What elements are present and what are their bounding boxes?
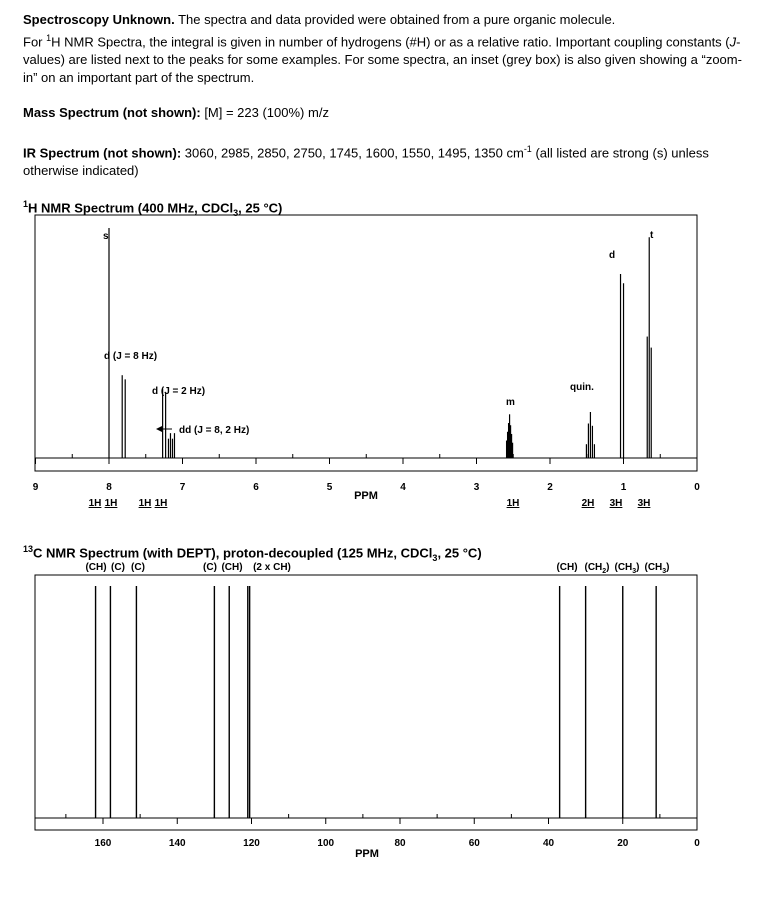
- cnmr-axis-label: PPM: [355, 848, 379, 860]
- cnmr-peaks: [96, 586, 657, 818]
- cnmr-tick-label: 20: [617, 838, 629, 849]
- cnmr-frame: [35, 575, 697, 830]
- cnmr-group-label: (C): [131, 562, 145, 573]
- hnmr-tick-label: 2: [547, 482, 553, 493]
- hnmr-dd-arrowhead: [156, 426, 162, 432]
- hnmr-frame: [35, 215, 697, 471]
- hnmr-integral: 1H: [104, 498, 118, 509]
- ir-value: 3060, 2985, 2850, 2750, 1745, 1600, 1550, 1495, 1350 cm: [184, 145, 524, 161]
- hnmr-tick-label: 1: [620, 482, 627, 493]
- hnmr-integral: 1H: [506, 498, 520, 509]
- hnmr-integral: 3H: [609, 498, 623, 509]
- hnmr-integral: 1H: [88, 498, 102, 509]
- cnmr-tick-label: 60: [468, 838, 480, 849]
- hnmr-integral: 1H: [154, 498, 168, 509]
- cnmr-group-label: (CH): [556, 562, 578, 573]
- hnmr-title-text: H NMR Spectrum (400 MHz, CDCl: [28, 200, 234, 216]
- hnmr-label-d-8hz: d (J = 8 Hz): [104, 351, 158, 362]
- hnmr-title-end: , 25 °C): [238, 200, 283, 216]
- intro-line2-c: -values) are listed next to the peaks for some examples. For some spectra, an inset (grey box) is also given showing a “zoom-in” on an important part of the spectrum.: [23, 34, 742, 86]
- hnmr-tick-label: 8: [106, 482, 112, 493]
- ir-sup: -1: [523, 144, 532, 154]
- hnmr-peaks: [109, 228, 651, 458]
- hnmr-tick-label: 3: [473, 482, 480, 493]
- cnmr-tick-label: 160: [94, 838, 112, 849]
- intro-line2-b: H NMR Spectra, the integral is given in number of hydrogens (#H) or as a relative ratio. Important coupling constants (: [51, 34, 730, 50]
- cnmr-group-labels: [85, 562, 669, 575]
- cnmr-tick-label: 40: [542, 838, 555, 849]
- hnmr-tick-label: 0: [694, 482, 700, 493]
- intro-heading: Spectroscopy Unknown.: [23, 12, 175, 27]
- hnmr-peak-labels: [103, 230, 654, 436]
- cnmr-tick-label: 120: [243, 838, 260, 849]
- hnmr-label-quin: quin.: [570, 382, 594, 393]
- ir-label: IR Spectrum (not shown):: [23, 145, 182, 161]
- hnmr-label-m: m: [506, 397, 515, 408]
- cnmr-group-label: (CH): [221, 562, 243, 573]
- intro-line1: The spectra and data provided were obtained from a pure organic molecule.: [174, 12, 616, 27]
- cnmr-group-label: (C): [111, 562, 125, 573]
- mass-value: [M] = 223 (100%) m/z: [204, 105, 329, 120]
- hnmr-integral: 3H: [637, 498, 651, 509]
- hnmr-tick-label: 5: [326, 482, 333, 493]
- cnmr-tick-label: 80: [394, 838, 406, 849]
- ir-rest: (all listed are strong (s) unless otherwise indicated): [23, 145, 709, 179]
- cnmr-group-label: $(CH_3)$: [644, 562, 670, 575]
- cnmr-tick-label: 140: [168, 838, 186, 849]
- hnmr-tick-label: 9: [32, 482, 39, 493]
- cnmr-tick-label: 0: [694, 838, 700, 849]
- hnmr-integral: 1H: [138, 498, 152, 509]
- hnmr-tick-label: 4: [400, 482, 406, 493]
- cnmr-group-label: $(CH_3)$: [614, 562, 640, 575]
- hnmr-title-sup: 1: [23, 199, 29, 209]
- hnmr-axis-ticks: [33, 454, 701, 493]
- intro-sup: 1: [46, 33, 52, 43]
- cnmr-group-label: (2 x CH): [253, 562, 291, 573]
- cnmr-group-label: (C): [203, 562, 217, 573]
- hnmr-tick-label: 6: [253, 482, 259, 493]
- mass-label: Mass Spectrum (not shown):: [23, 105, 201, 120]
- cnmr-title-sup: 13: [23, 544, 34, 554]
- cnmr-tick-label: 100: [317, 838, 335, 849]
- hnmr-title-sub: 3: [233, 207, 239, 218]
- cnmr-title-text: C NMR Spectrum (with DEPT), proton-decoupled (125 MHz, CDCl: [33, 545, 433, 561]
- hnmr-integral: 2H: [581, 498, 595, 509]
- hnmr-label-d: d: [609, 250, 616, 261]
- cnmr-title-sub: 3: [432, 552, 438, 563]
- cnmr-group-label: $(CH_2)$: [584, 562, 610, 575]
- cnmr-axis-ticks: [66, 814, 700, 849]
- intro-j: J: [729, 34, 737, 50]
- hnmr-label-dd: dd (J = 8, 2 Hz): [179, 425, 250, 436]
- hnmr-label-s: s: [103, 231, 109, 242]
- hnmr-label-d-2hz: d (J = 2 Hz): [152, 386, 206, 397]
- cnmr-title-end: , 25 °C): [437, 545, 482, 561]
- hnmr-label-t: t: [650, 230, 654, 241]
- intro-line2-a: For: [23, 34, 47, 50]
- hnmr-tick-label: 7: [179, 482, 186, 493]
- cnmr-group-label: (CH): [85, 562, 107, 573]
- hnmr-axis-label: PPM: [354, 490, 378, 502]
